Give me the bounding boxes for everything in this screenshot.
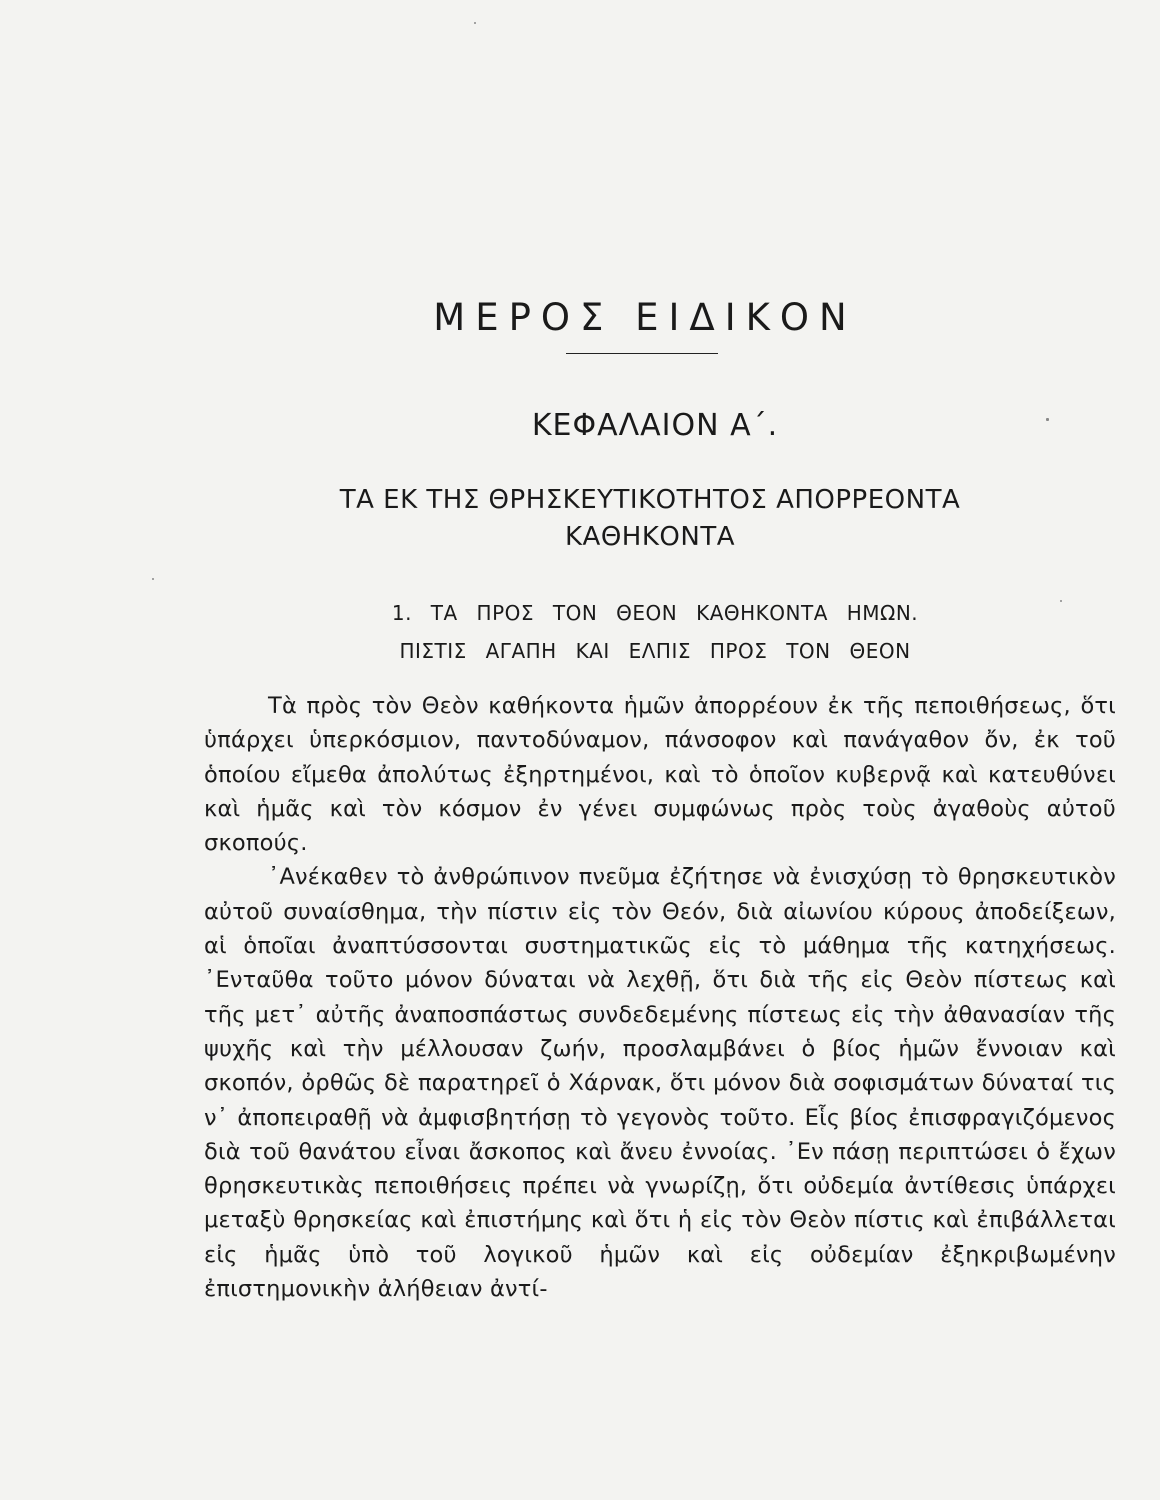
title-underline-rule — [566, 353, 718, 354]
chapter-subtitle-line: ΤΑ ΕΚ ΤΗΣ ΘΡΗΣΚΕΥΤΙΚΟΤΗΤΟΣ ΑΠΟΡΡΕΟΝΤΑ — [339, 485, 961, 515]
chapter-subtitle — [0, 482, 1160, 556]
section-heading — [0, 594, 1160, 670]
body-text — [204, 689, 1116, 1306]
paper-speck — [1046, 418, 1049, 421]
paper-speck — [474, 22, 476, 24]
section-heading-line: ΠΙΣΤΙΣ ΑΓΑΠΗ ΚΑΙ ΕΛΠΙΣ ΠΡΟΣ ΤΟΝ ΘΕΟΝ — [399, 639, 911, 663]
part-title: ΜΕΡΟΣ ΕΙΔΙΚΟΝ — [433, 296, 857, 339]
paper-speck — [1060, 600, 1062, 602]
chapter-subtitle-line: ΚΑΘΗΚΟΝΤΑ — [565, 522, 735, 552]
paper-speck — [152, 578, 154, 580]
section-heading-line: 1. ΤΑ ΠΡΟΣ ΤΟΝ ΘΕΟΝ ΚΑΘΗΚΟΝΤΑ ΗΜΩΝ. — [391, 601, 919, 625]
chapter-heading: ΚΕΦΑΛΑΙΟΝ Α΄. — [531, 408, 779, 443]
paragraph: Τὰ πρὸς τὸν Θεὸν καθήκοντα ἡμῶν ἀπορρέουν ἐκ τῆς πεποιθήσεως, ὅτι ὑπάρχει ὑπερκόσμιον, παντοδύναμον, πάνσοφον καὶ πανάγαθον ὄν, ἐκ τοῦ ὁποίου εἴμεθα ἀπολύτως ἐξηρτημένοι, καὶ τὸ ὁποῖον κυβερνᾷ καὶ κατευθύνει καὶ ἡμᾶς καὶ τὸν κόσμον ἐν γένει συμφώνως πρὸς τοὺς ἀγαθοὺς αὐτοῦ σκοπούς. — [204, 693, 1116, 857]
paragraph: ᾿Ανέκαθεν τὸ ἀνθρώπινον πνεῦμα ἐζήτησε νὰ ἐνισχύσῃ τὸ θρησκευτικὸν αὐτοῦ συναίσθημα, τὴν πίστιν εἰς τὸν Θεόν, διὰ αἰωνίου κύρους ἀποδείξεων, αἱ ὁποῖαι ἀναπτύσσονται συστηματικῶς εἰς τὸ μάθημα τῆς κατηχήσεως. ᾿Ενταῦθα τοῦτο μόνον δύναται νὰ λεχθῇ, ὅτι διὰ τῆς εἰς Θεὸν πίστεως καὶ τῆς μετ᾿ αὐτῆς ἀναποσπάστως συνδεδεμένης πίστεως εἰς τὴν ἀθανασίαν τῆς ψυχῆς καὶ τὴν μέλλουσαν ζωήν, προσλαμβάνει ὁ βίος ἡμῶν ἔννοιαν καὶ σκοπόν, ὀρθῶς δὲ παρατηρεῖ ὁ Χάρνακ, ὅτι μόνον διὰ σοφισμάτων δύναταί τις ν᾿ ἀποπειραθῇ νὰ ἀμφισβητήσῃ τὸ γεγονὸς τοῦτο. Εἷς βίος ἐπισφραγιζόμενος διὰ τοῦ θανάτου εἶναι ἄσκοπος καὶ ἄνευ ἐννοίας. ᾿Εν πάσῃ περιπτώσει ὁ ἔχων θρησκευτικὰς πεποιθήσεις πρέπει νὰ γνωρίζῃ, ὅτι οὐδεμία ἀντίθεσις ὑπάρχει μεταξὺ θρησκείας καὶ ἐπιστήμης καὶ ὅτι ἡ εἰς τὸν Θεὸν πίστις καὶ ἐπιβάλλεται εἰς ἡμᾶς ὑπὸ τοῦ λογικοῦ ἡμῶν καὶ εἰς οὐδεμίαν ἐξηκριβωμένην ἐπιστημονικὴν ἀλήθειαν ἀντί- — [204, 864, 1116, 1303]
